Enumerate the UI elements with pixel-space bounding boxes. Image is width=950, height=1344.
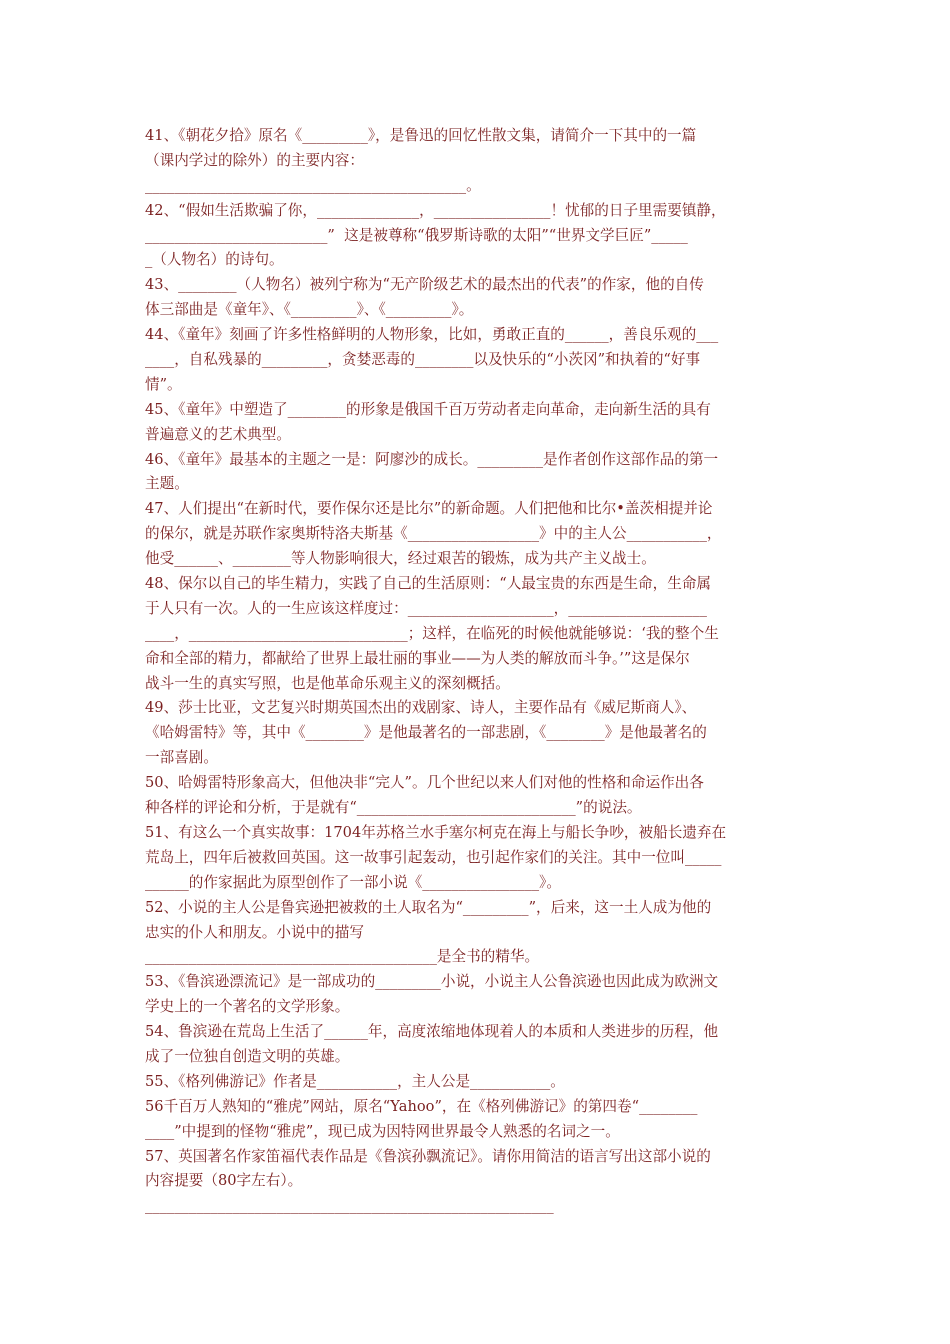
text-line: 内容提要（80字左右）。: [145, 1172, 303, 1190]
text-line: _________________________” 这是被尊称“俄罗斯诗歌的太阳”“世界文学巨匠”_____: [145, 226, 688, 244]
text-line: 53、《鲁滨逊漂流记》是一部成功的_________小说，小说主人公鲁滨逊也因此成为欧洲文: [145, 973, 719, 991]
text-line: ____，______________________________；这样，在临死的时候他就能够说：‘我的整个生: [145, 624, 719, 642]
text-line: 命和全部的精力，都献给了世界上最壮丽的事业——为人类的解放而斗争。’”这是保尔: [145, 649, 690, 667]
text-line: 荒岛上，四年后被救回英国。这一故事引起轰动，也引起作家们的关注。其中一位叫_____: [145, 848, 722, 866]
text-line: 忠实的仆人和朋友。小说中的描写: [145, 923, 364, 941]
text-line: _（人物名）的诗句。: [145, 251, 284, 269]
text-line: 种各样的评论和分析，于是就有“______________________________”的说法。: [145, 799, 642, 817]
worksheet-page: [145, 124, 809, 1219]
text-line: 成了一位独自创造文明的英雄。: [145, 1047, 350, 1065]
text-line: 49、莎士比亚，文艺复兴时期英国杰出的戏剧家、诗人，主要作品有《威尼斯商人》、: [145, 699, 697, 717]
text-line: ______的作家据此为原型创作了一部小说《________________》。: [145, 873, 561, 891]
text-line: 43、________（人物名）被列宁称为“无产阶级艺术的最杰出的代表”的作家，他的自传: [145, 276, 704, 294]
text-line: 50、哈姆雷特形象高大，但他决非“完人”。几个世纪以来人们对他的性格和命运作出各: [145, 774, 704, 792]
text-line: 55、《格列佛游记》作者是___________，主人公是___________。: [145, 1072, 565, 1090]
text-line: 的保尔，就是苏联作家奥斯特洛夫斯基《__________________》中的主人公___________，: [145, 525, 722, 543]
text-line: 战斗一生的真实写照，也是他革命乐观主义的深刻概括。: [145, 674, 510, 692]
text-line: 47、人们提出“在新时代，要作保尔还是比尔”的新命题。人们把他和比尔•盖茨相提并论: [145, 500, 713, 518]
text-line: 于人只有一次。人的一生应该这样度过：____________________，___________________: [145, 599, 707, 617]
text-line: 主题。: [145, 475, 189, 493]
text-line: 46、《童年》最基本的主题之一是：阿廖沙的成长。_________是作者创作这部作品的第一: [145, 450, 719, 468]
text-line: 51、有这么一个真实故事：1704年苏格兰水手塞尔柯克在海上与船长争吵，被船长遗弃在: [145, 823, 727, 841]
text-line: 一部喜剧。: [145, 749, 218, 767]
text-line: 情”。: [145, 375, 182, 393]
text-line: ____”中提到的怪物“雅虎”，现已成为因特网世界最令人熟悉的名词之一。: [145, 1122, 620, 1140]
answer-blank-line: ________________________________________________________: [145, 1197, 554, 1215]
text-line: 他受______、________等人物影响很大，经过艰苦的锻炼，成为共产主义战士。: [145, 550, 656, 568]
text-line: 体三部曲是《童年》、《_________》、《_________》。: [145, 301, 474, 319]
text-line: 普遍意义的艺术典型。: [145, 425, 291, 443]
text-line: 42、“假如生活欺骗了你，______________，________________！忧郁的日子里需要镇静，: [145, 201, 726, 219]
text-line: 56千百万人熟知的“雅虎”网站，原名“Yahoo”，在《格列佛游记》的第四卷“________: [145, 1097, 698, 1115]
text-line: ____，自私残暴的_________，贪婪恶毒的________以及快乐的“小茨冈”和执着的“好事: [145, 351, 701, 369]
text-line: 54、鲁滨逊在荒岛上生活了______年，高度浓缩地体现着人的本质和人类进步的历程，他: [145, 1023, 719, 1041]
text-line: （课内学过的除外）的主要内容：: [145, 151, 364, 169]
text-line: 52、小说的主人公是鲁宾逊把被救的土人取名为“_________”，后来，这一土人成为他的: [145, 898, 712, 916]
text-line: 学史上的一个著名的文学形象。: [145, 998, 350, 1016]
text-line: 44、《童年》刻画了许多性格鲜明的人物形象，比如，勇敢正直的______，善良乐观的___: [145, 326, 719, 344]
answer-blank-line: ____________________________________________。: [145, 176, 481, 194]
text-line: 48、保尔以自己的毕生精力，实践了自己的生活原则：“人最宝贵的东西是生命，生命属: [145, 575, 712, 593]
text-line: 45、《童年》中塑造了________的形象是俄国千百万劳动者走向革命，走向新生活的具有: [145, 400, 711, 418]
text-line: 41、《朝花夕拾》原名《_________》，是鲁迅的回忆性散文集，请简介一下其中的一篇: [145, 127, 697, 144]
text-line: ________________________________________是全书的精华。: [145, 948, 540, 966]
text-line: 《哈姆雷特》等，其中《________》是他最著名的一部悲剧，《________》是他最著名的: [145, 724, 707, 742]
text-line: 57、英国著名作家笛福代表作品是《鲁滨孙飘流记》。请你用简洁的语言写出这部小说的: [145, 1147, 711, 1165]
